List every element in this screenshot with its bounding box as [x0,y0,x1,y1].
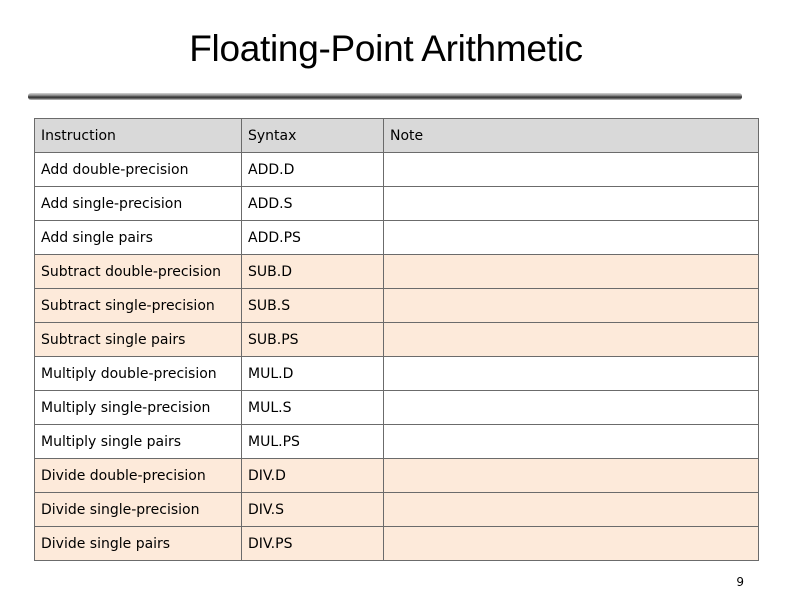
table-row [35,357,759,391]
syntax-cell: ADD.D [242,153,384,187]
table-row [35,221,759,255]
table-row [35,289,759,323]
slide-title: Floating-Point Arithmetic [189,28,583,69]
instruction-cell: Subtract single pairs [35,323,242,357]
syntax-cell: DIV.PS [242,527,384,561]
note-cell [384,459,759,493]
note-cell [384,255,759,289]
note-cell [384,493,759,527]
table-row [35,255,759,289]
syntax-cell: SUB.D [242,255,384,289]
instruction-cell: Multiply single-precision [35,391,242,425]
header-note: Note [384,119,759,153]
table-row [35,391,759,425]
syntax-cell: MUL.PS [242,425,384,459]
page-number: 9 [736,575,744,589]
instruction-cell: Subtract single-precision [35,289,242,323]
instruction-cell: Divide single-precision [35,493,242,527]
instruction-table [34,118,759,561]
instruction-cell: Multiply double-precision [35,357,242,391]
note-cell [384,153,759,187]
note-cell [384,357,759,391]
header-instruction: Instruction [35,119,242,153]
instruction-cell: Add single-precision [35,187,242,221]
syntax-cell: ADD.PS [242,221,384,255]
syntax-cell: ADD.S [242,187,384,221]
syntax-cell: SUB.PS [242,323,384,357]
table-row [35,459,759,493]
note-cell [384,289,759,323]
note-cell [384,187,759,221]
note-cell [384,221,759,255]
note-cell [384,391,759,425]
instruction-cell: Divide double-precision [35,459,242,493]
instruction-cell: Subtract double-precision [35,255,242,289]
syntax-cell: DIV.S [242,493,384,527]
table-header-row [35,119,759,153]
instruction-cell: Divide single pairs [35,527,242,561]
table-row [35,153,759,187]
instruction-cell: Add single pairs [35,221,242,255]
table-row [35,527,759,561]
title-underline [28,93,742,100]
syntax-cell: SUB.S [242,289,384,323]
instruction-cell: Multiply single pairs [35,425,242,459]
note-cell [384,425,759,459]
instruction-cell: Add double-precision [35,153,242,187]
syntax-cell: MUL.S [242,391,384,425]
header-syntax: Syntax [242,119,384,153]
note-cell [384,323,759,357]
syntax-cell: MUL.D [242,357,384,391]
table-row [35,425,759,459]
table-row [35,187,759,221]
table-row [35,493,759,527]
syntax-cell: DIV.D [242,459,384,493]
note-cell [384,527,759,561]
table-row [35,323,759,357]
